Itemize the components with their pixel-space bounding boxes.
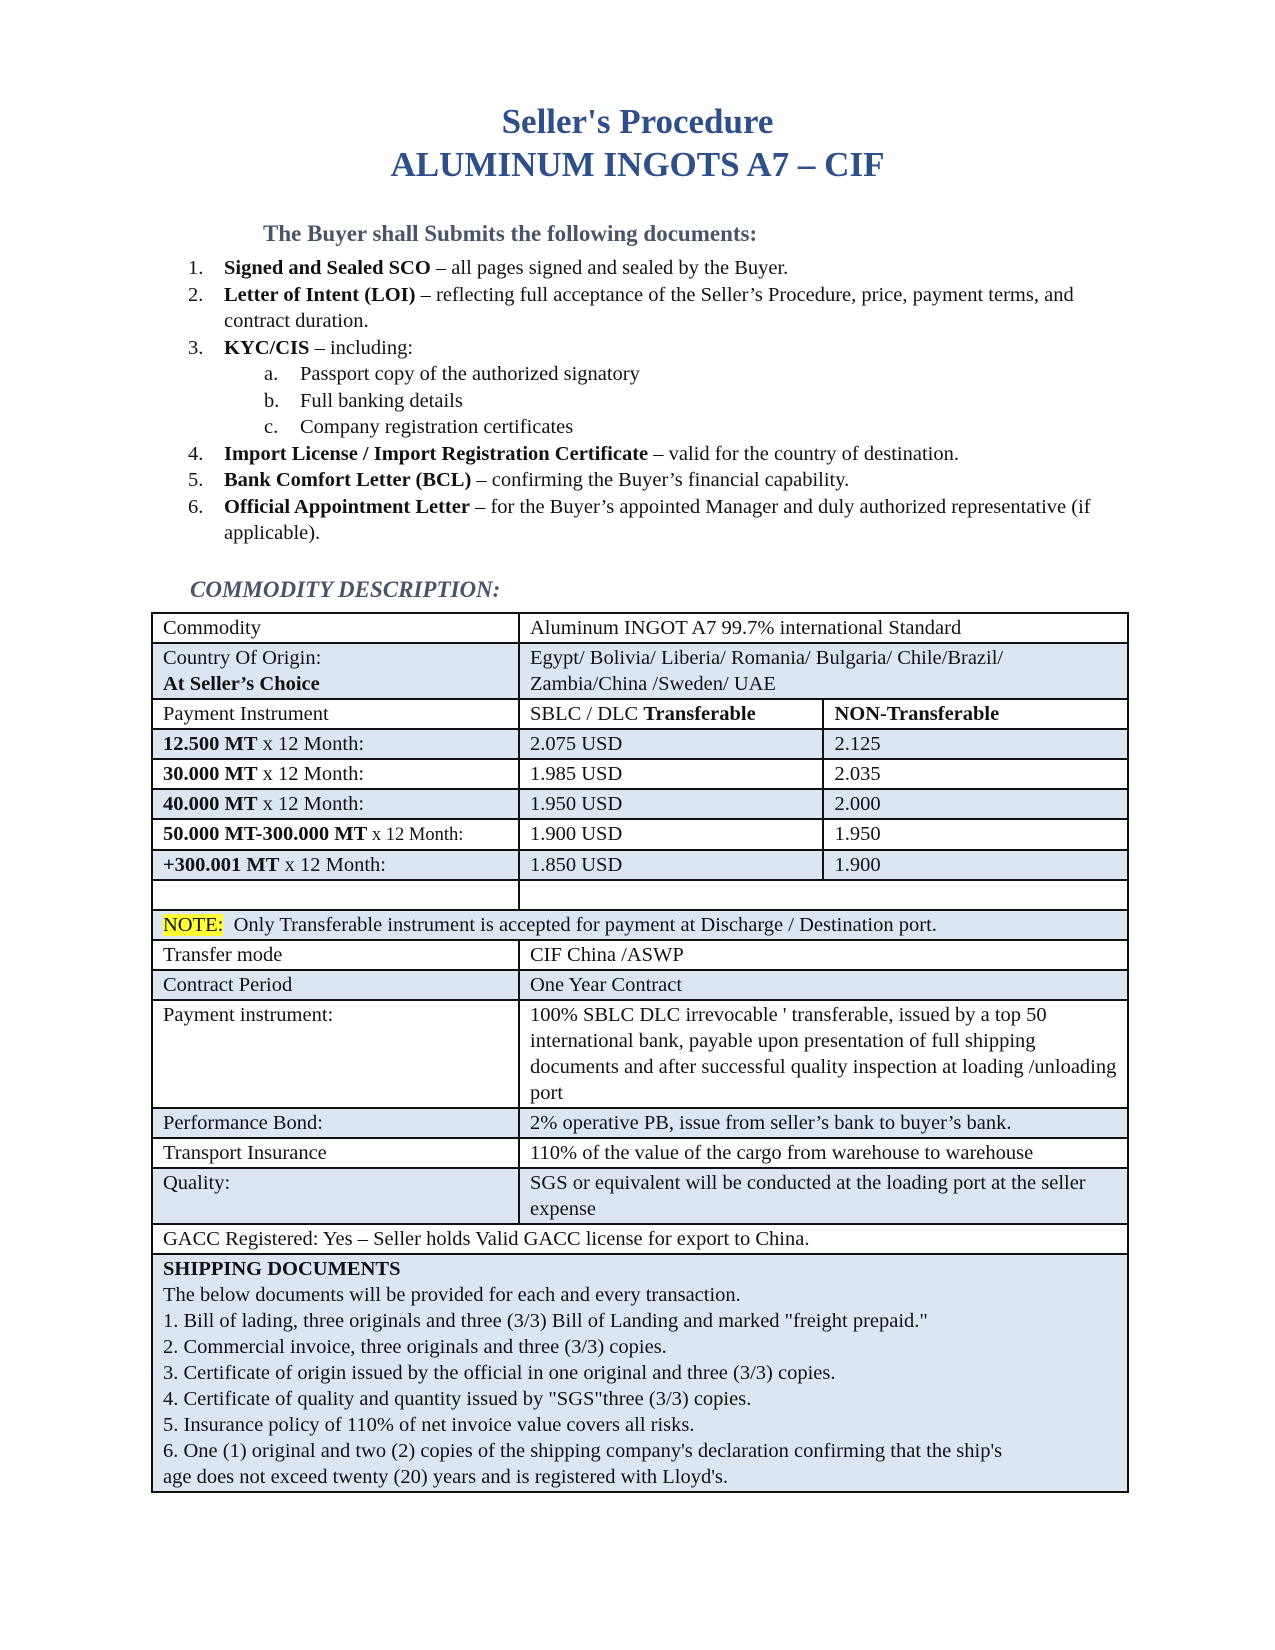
item-title: KYC/CIS <box>224 336 310 359</box>
quantity: +300.001 MT <box>163 854 280 876</box>
price-row <box>152 729 1128 759</box>
header-bold: Transferable <box>643 703 756 725</box>
item-title: Import License / Import Registration Certificate <box>224 442 649 465</box>
item-title: Letter of Intent (LOI) <box>224 283 416 306</box>
term: x 12 Month: <box>367 825 464 845</box>
row-value: CIF China /ASWP <box>519 940 1128 970</box>
note-label: NOTE: <box>163 914 224 936</box>
shipping-item: 4. Certificate of quality and quantity issued by "SGS"three (3/3) copies. <box>163 1388 752 1410</box>
shipping-item: 5. Insurance policy of 110% of net invoice value covers all risks. <box>163 1414 695 1436</box>
quantity-cell <box>152 850 519 880</box>
requirement-item <box>176 255 1096 282</box>
table-row <box>152 613 1128 643</box>
quantity-cell <box>152 819 519 850</box>
term: x 12 Month: <box>257 763 365 785</box>
origin-label: Country Of Origin: <box>163 647 322 669</box>
row-label: Contract Period <box>152 970 519 1000</box>
price-transferable: 1.900 USD <box>519 819 823 850</box>
note-text: Only Transferable instrument is accepted for payment at Discharge / Destination port. <box>223 914 937 936</box>
quantity: 30.000 MT <box>163 763 258 785</box>
price-non-transferable: 2.125 <box>823 729 1128 759</box>
sub-item <box>224 388 1096 415</box>
sub-item <box>224 361 1096 388</box>
term: x 12 Month: <box>279 854 386 876</box>
item-text: – reflecting full acceptance of the Seller’s Procedure, price, payment terms, and contract duration. <box>224 283 1074 332</box>
quantity: 12.500 MT <box>163 733 258 755</box>
header-text: SBLC / DLC <box>530 703 644 725</box>
row-value: Aluminum INGOT A7 99.7% international Standard <box>519 613 1128 643</box>
price-transferable: 2.075 USD <box>519 729 823 759</box>
commodity-heading: COMMODITY DESCRIPTION: <box>190 577 501 602</box>
table-row <box>152 1168 1128 1224</box>
item-text: – for the Buyer’s appointed Manager and duly authorized representative (if applicable). <box>224 495 1091 544</box>
row-value: 100% SBLC DLC irrevocable ' transferable, issued by a top 50 international bank, payable upon presentation of full shipping documents and after successful quality inspection at loading /unloading port <box>519 1000 1128 1108</box>
item-number: 5. <box>188 469 204 491</box>
empty-cell <box>152 880 519 910</box>
requirements-heading: The Buyer shall Submits the following documents: <box>263 221 758 246</box>
table-row <box>152 1108 1128 1138</box>
quantity: 50.000 MT-300.000 MT <box>163 823 368 845</box>
quantity-cell <box>152 789 519 819</box>
table-row <box>152 1138 1128 1168</box>
item-title: Signed and Sealed SCO <box>224 257 431 279</box>
item-title: Official Appointment Letter <box>224 495 470 518</box>
price-row <box>152 850 1128 880</box>
row-value: SGS or equivalent will be conducted at the loading port at the seller expense <box>519 1168 1128 1224</box>
empty-cell <box>519 880 1128 910</box>
term: x 12 Month: <box>257 793 365 815</box>
row-value: 2% operative PB, issue from seller’s bank to buyer’s bank. <box>519 1108 1128 1138</box>
gacc-cell: GACC Registered: Yes – Seller holds Valid GACC license for export to China. <box>152 1224 1128 1254</box>
row-value: One Year Contract <box>519 970 1128 1000</box>
shipping-title: SHIPPING DOCUMENTS <box>163 1258 401 1280</box>
sub-item-text: Company registration certificates <box>300 416 574 438</box>
row-label: Transfer mode <box>152 940 519 970</box>
sub-item-letter: b. <box>264 389 280 412</box>
item-number: 4. <box>188 442 204 465</box>
header-bold: NON-Transferable <box>834 703 1000 725</box>
shipping-item: 2. Commercial invoice, three originals and three (3/3) copies. <box>163 1336 667 1358</box>
price-transferable: 1.950 USD <box>519 789 823 819</box>
price-row <box>152 819 1128 850</box>
shipping-item: 3. Certificate of origin issued by the official in one original and three (3/3) copies. <box>163 1362 836 1384</box>
price-non-transferable: 2.035 <box>823 759 1128 789</box>
requirement-item <box>176 467 1096 494</box>
row-label: Commodity <box>152 613 519 643</box>
sub-item-text: Passport copy of the authorized signatory <box>300 363 640 385</box>
shipping-item: 6. One (1) original and two (2) copies of the shipping company's declaration confirming that the ship's age does not exceed twenty (20) years and is registered with Lloyd's. <box>163 1440 1003 1488</box>
price-non-transferable: 2.000 <box>823 789 1128 819</box>
row-label: Quality: <box>152 1168 519 1224</box>
sub-item-letter: a. <box>264 363 279 385</box>
requirements-list <box>176 255 1096 547</box>
price-transferable: 1.850 USD <box>519 850 823 880</box>
price-row <box>152 789 1128 819</box>
price-transferable: 1.985 USD <box>519 759 823 789</box>
row-label: Transport Insurance <box>152 1138 519 1168</box>
item-number: 3. <box>188 336 204 359</box>
item-number: 2. <box>188 283 204 306</box>
shipping-item: 1. Bill of lading, three originals and three (3/3) Bill of Landing and marked "freight prepaid." <box>163 1310 928 1332</box>
price-non-transferable: 1.900 <box>823 850 1128 880</box>
item-text: – all pages signed and sealed by the Buyer. <box>430 257 789 279</box>
item-text: – confirming the Buyer’s financial capability. <box>471 469 850 491</box>
quantity-cell <box>152 729 519 759</box>
item-number: 6. <box>188 495 204 518</box>
requirement-item <box>176 335 1096 441</box>
item-text: – including: <box>309 336 414 359</box>
row-value: Egypt/ Bolivia/ Liberia/ Romania/ Bulgaria/ Chile/Brazil/ Zambia/China /Sweden/ UAE <box>519 643 1128 699</box>
quantity: 40.000 MT <box>163 793 258 815</box>
quantity-cell <box>152 759 519 789</box>
item-number: 1. <box>188 257 204 279</box>
row-label: Performance Bond: <box>152 1108 519 1138</box>
table-row <box>152 643 1128 699</box>
row-label <box>152 643 519 699</box>
requirement-item <box>176 494 1096 547</box>
price-non-transferable: 1.950 <box>823 819 1128 850</box>
row-label: Payment instrument: <box>152 1000 519 1108</box>
row-label: Payment Instrument <box>152 699 519 729</box>
kyc-sublist <box>224 361 1096 441</box>
item-title: Bank Comfort Letter (BCL) <box>224 469 472 491</box>
column-header-transferable <box>519 699 823 729</box>
note-row <box>152 910 1128 940</box>
sub-item <box>224 414 1096 441</box>
sub-item-letter: c. <box>264 416 279 438</box>
term: x 12 Month: <box>257 733 365 755</box>
commodity-table <box>151 612 1129 1493</box>
shipping-intro: The below documents will be provided for each and every transaction. <box>163 1284 741 1306</box>
document-subtitle: ALUMINUM INGOTS A7 – CIF <box>390 145 885 184</box>
shipping-cell <box>152 1254 1128 1492</box>
empty-row <box>152 880 1128 910</box>
sub-item-text: Full banking details <box>300 389 463 412</box>
table-row <box>152 940 1128 970</box>
table-row <box>152 1000 1128 1108</box>
column-header-non-transferable <box>823 699 1128 729</box>
table-row <box>152 970 1128 1000</box>
shipping-row <box>152 1254 1128 1492</box>
row-value: 110% of the value of the cargo from warehouse to warehouse <box>519 1138 1128 1168</box>
item-text: – valid for the country of destination. <box>648 442 959 465</box>
origin-choice: At Seller’s Choice <box>163 673 320 695</box>
note-cell <box>152 910 1128 940</box>
table-row <box>152 699 1128 729</box>
requirement-item <box>176 282 1096 335</box>
gacc-row <box>152 1224 1128 1254</box>
price-row <box>152 759 1128 789</box>
document-title: Seller's Procedure <box>501 102 774 141</box>
requirement-item <box>176 441 1096 468</box>
